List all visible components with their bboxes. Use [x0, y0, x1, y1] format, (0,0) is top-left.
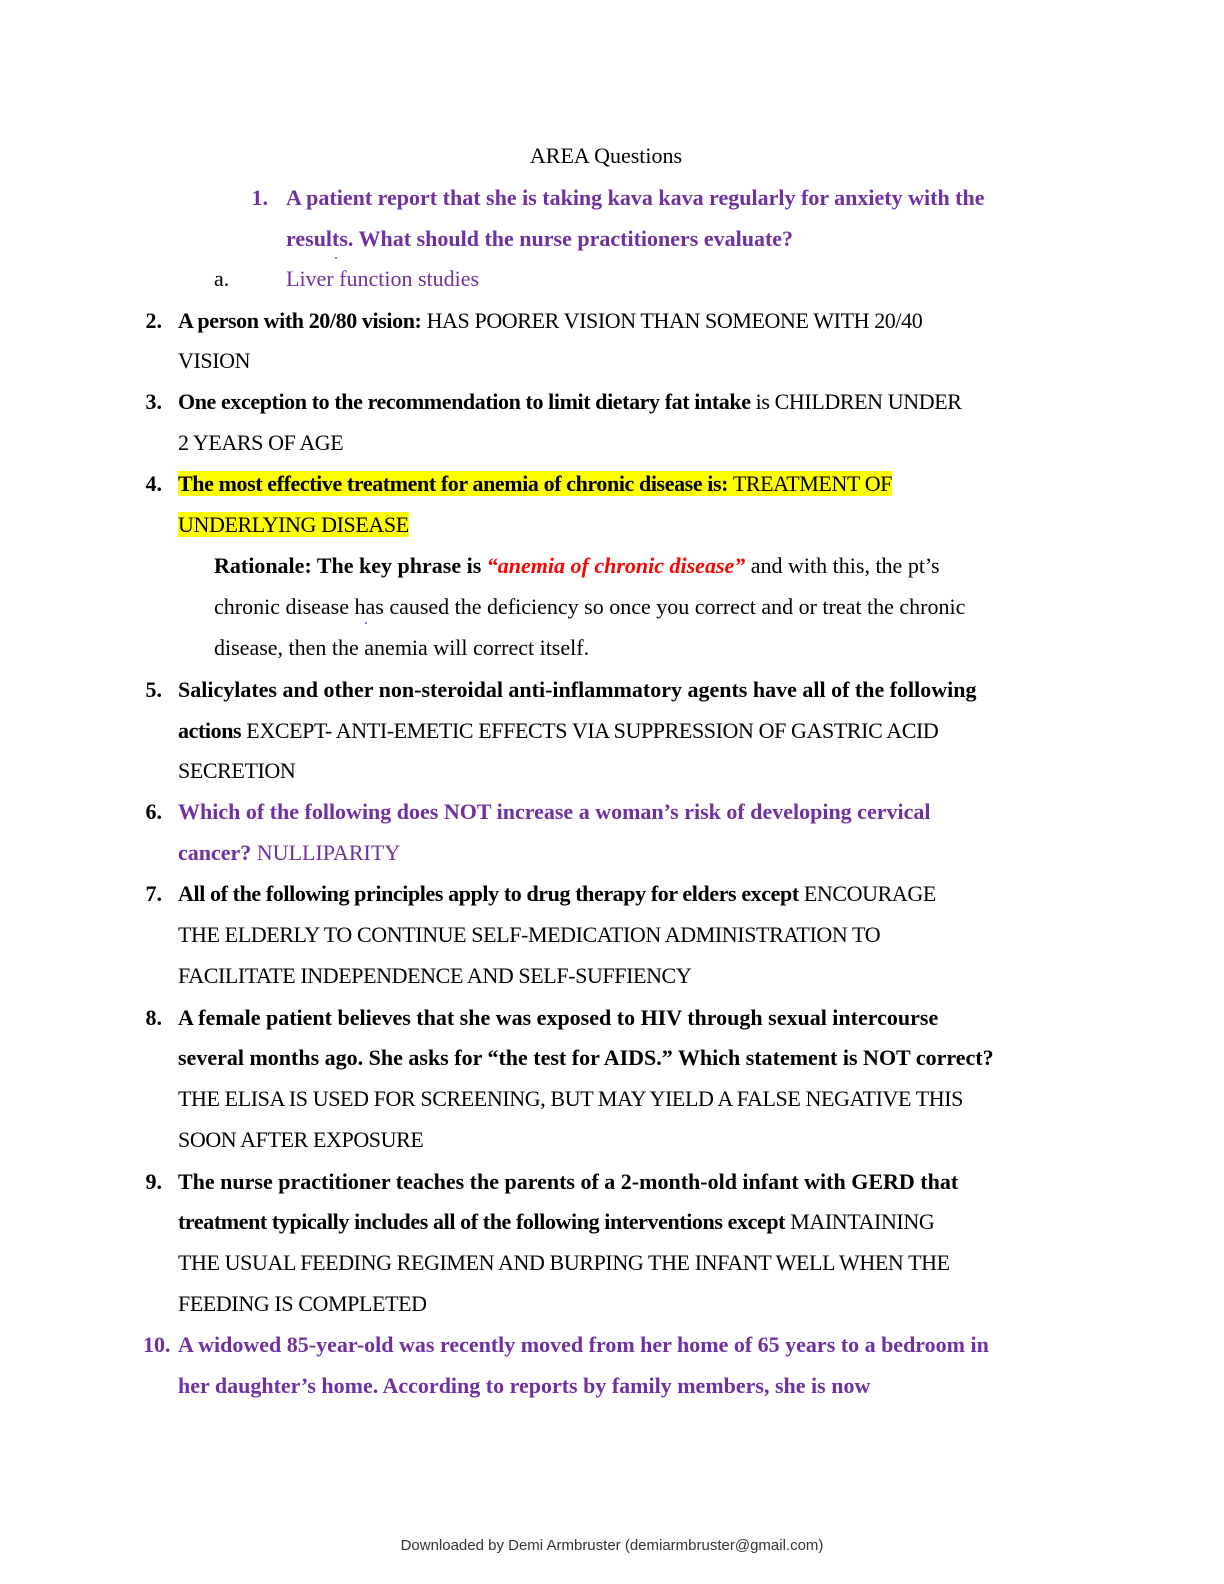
question-4-number: 4.	[145, 471, 162, 496]
question-5-answer-part-2: SECRETION	[178, 758, 296, 783]
question-9-line-2	[178, 1207, 934, 1237]
question-10-prompt-line-2: her daughter’s home. According to reports by family members, she is now	[178, 1373, 871, 1398]
rationale-key-phrase: “anemia of chronic disease”	[486, 553, 746, 578]
marker-dot	[365, 622, 367, 624]
question-6-prompt-line-1: Which of the following does NOT increase a woman’s risk of developing cervical	[178, 799, 931, 824]
question-9-answer-part-1: MAINTAINING	[785, 1209, 935, 1234]
question-4-answer-part-2: UNDERLYING DISEASE	[178, 512, 409, 537]
question-6-line-2	[178, 838, 400, 868]
question-4-rationale-line-2: chronic disease has caused the deficiency so once you correct and or treat the chronic	[214, 594, 966, 619]
question-9-prompt-line-2: treatment typically includes all of the following interventions except	[178, 1209, 786, 1234]
question-10-number: 10.	[143, 1332, 171, 1357]
question-8-number: 8.	[145, 1005, 162, 1030]
question-6-number: 6.	[145, 799, 162, 824]
question-3-line-1	[178, 387, 962, 417]
question-5-line-2	[178, 716, 938, 746]
question-7-answer-part-2: THE ELDERLY TO CONTINUE SELF-MEDICATION ADMINISTRATION TO	[178, 922, 881, 947]
question-5-answer-part-1: EXCEPT- ANTI-EMETIC EFFECTS VIA SUPPRESSION OF GASTRIC ACID	[241, 718, 939, 743]
question-3-number: 3.	[145, 389, 162, 414]
question-4-answer-part-1: TREATMENT OF	[728, 471, 893, 496]
question-1-option-letter: a.	[214, 266, 230, 291]
question-4-line-1	[178, 469, 892, 499]
question-7-line-1	[178, 879, 936, 909]
question-4-rationale-line-3: disease, then the anemia will correct itself.	[214, 635, 590, 660]
question-8-answer-part-1: THE ELISA IS USED FOR SCREENING, BUT MAY YIELD A FALSE NEGATIVE THIS	[178, 1086, 964, 1111]
question-5-prompt-line-1: Salicylates and other non-steroidal anti-inflammatory agents have all of the following	[178, 677, 977, 702]
question-2-answer-part-2: VISION	[178, 348, 251, 373]
question-1-text-line-2: results. What should the nurse practitioners evaluate?	[286, 226, 794, 251]
question-2-answer-part-1: HAS POORER VISION THAN SOMEONE WITH 20/40	[421, 308, 923, 333]
question-2-number: 2.	[145, 308, 162, 333]
marker-dot	[335, 257, 337, 259]
question-4-line-2	[178, 510, 409, 540]
question-3-answer-part-1: is CHILDREN UNDER	[750, 389, 962, 414]
question-5-prompt-line-2: actions	[178, 718, 242, 743]
question-5-number: 5.	[145, 677, 162, 702]
question-2-prompt: A person with 20/80 vision:	[178, 308, 422, 333]
question-9-answer-part-2: THE USUAL FEEDING REGIMEN AND BURPING THE INFANT WELL WHEN THE	[178, 1250, 950, 1275]
question-6-answer: NULLIPARITY	[251, 840, 401, 865]
rationale-label: Rationale: The key phrase is	[214, 553, 487, 578]
document-title: AREA Questions	[529, 143, 683, 168]
question-8-prompt-line-1: A female patient believes that she was exposed to HIV through sexual intercourse	[178, 1005, 939, 1030]
question-10-prompt-line-1: A widowed 85-year-old was recently moved from her home of 65 years to a bedroom in	[178, 1332, 989, 1357]
question-7-number: 7.	[145, 881, 162, 906]
rationale-text-part-1: and with this, the pt’s	[745, 553, 940, 578]
question-1-number: 1.	[251, 185, 268, 210]
question-7-prompt: All of the following principles apply to drug therapy for elders except	[178, 881, 799, 906]
question-1-option-text: Liver function studies	[286, 266, 480, 291]
question-1-text-line-1: A patient report that she is taking kava kava regularly for anxiety with the	[286, 185, 985, 210]
question-9-number: 9.	[145, 1169, 162, 1194]
question-9-prompt-line-1: The nurse practitioner teaches the parents of a 2-month-old infant with GERD that	[178, 1169, 959, 1194]
question-9-answer-part-3: FEEDING IS COMPLETED	[178, 1291, 427, 1316]
question-3-prompt: One exception to the recommendation to limit dietary fat intake	[178, 389, 751, 414]
question-6-prompt-line-2: cancer?	[178, 840, 252, 865]
question-4-prompt: The most effective treatment for anemia of chronic disease is:	[178, 471, 729, 496]
question-7-answer-part-1: ENCOURAGE	[798, 881, 936, 906]
question-7-answer-part-3: FACILITATE INDEPENDENCE AND SELF-SUFFIENCY	[178, 963, 692, 988]
download-footer: Downloaded by Demi Armbruster (demiarmbruster@gmail.com)	[400, 1537, 824, 1554]
question-4-rationale-line-1	[214, 551, 940, 581]
question-8-prompt-line-2: several months ago. She asks for “the test for AIDS.” Which statement is NOT correct?	[178, 1045, 994, 1070]
question-8-answer-part-2: SOON AFTER EXPOSURE	[178, 1127, 424, 1152]
question-2-line-1	[178, 306, 922, 336]
header-mark	[596, 0, 618, 2]
question-3-answer-part-2: 2 YEARS OF AGE	[178, 430, 344, 455]
